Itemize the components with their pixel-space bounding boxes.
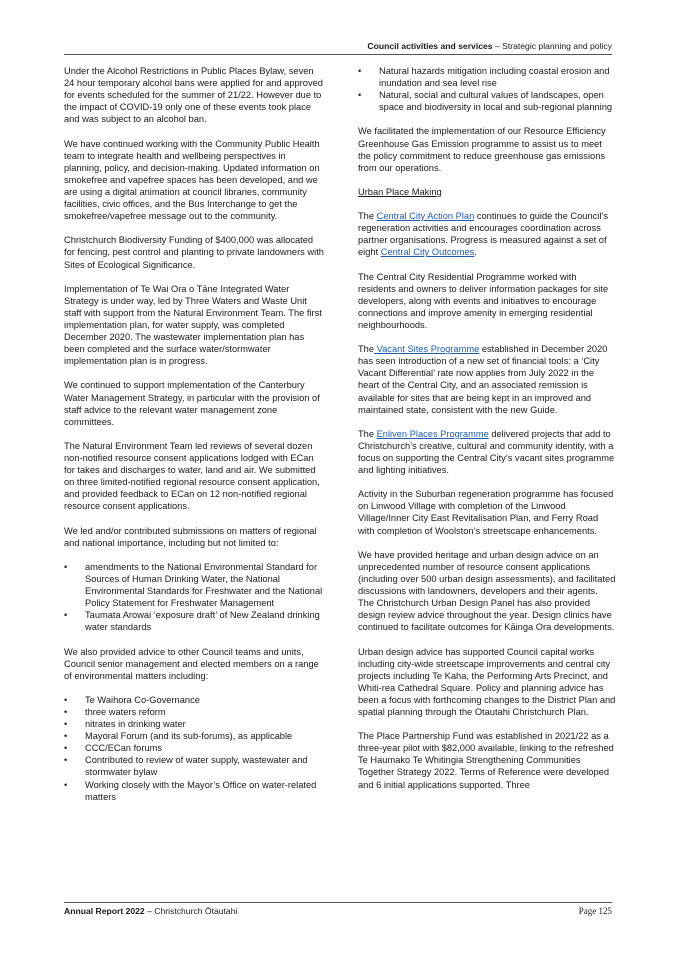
link-vacant-sites-programme[interactable]: Vacant Sites Programme — [374, 344, 480, 355]
paragraph-heritage-urban-design: We have provided heritage and urban design advice on an unprecedented number of resource consent applications (including over 500 urban design assessments), and facilitated discussions with landowners, developers and their agents. The Christchurch Urban Design Panel has also provided design review advice throughout the year. Design clinics have continued to facilitate outcomes for Kāinga Ora developments. — [358, 549, 616, 633]
paragraph-biodiversity-funding: Christchurch Biodiversity Funding of $400,000 was allocated for fencing, pest control and planting to private landowners with Sites of Ecological Significance. — [64, 235, 324, 270]
paragraph-enliven-places: The Enliven Places Programme delivered projects that add to Christchurch’s creative, cultural and community identity, with a focus on supporting the Central City’s vacant sites programme and lighting initiatives. — [358, 428, 615, 476]
paragraph-resource-consents: The Natural Environment Team led reviews of several dozen non-notified resource consent applications lodged with ECan for takes and discharges to water, land and air. We submitted on three limited-notified regional resource consent application, and provided feedback to ECan on 12 non-notified regional resource consent applications. — [64, 440, 320, 512]
list-item: • Taumata Arowai ‘exposure draft’ of New Zealand drinking water standards — [64, 609, 326, 633]
section-heading-urban-place-making: Urban Place Making — [358, 186, 442, 197]
footer-title — [64, 905, 237, 917]
left-column — [64, 65, 326, 815]
footer-report: Annual Report 2022 — [64, 906, 145, 916]
link-central-city-action-plan[interactable]: Central City Action Plan — [376, 211, 475, 222]
list-item: • Mayoral Forum (and its sub-forums), as applicable — [64, 730, 326, 742]
list-item: • three waters reform — [64, 706, 326, 718]
paragraph-public-health: We have continued working with the Community Public Health team to integrate health and wellbeing perspectives in planning, policy, and decision-making. Updated information on smokefree and vapefree spaces has been developed, and we are using a digital animation at council libraries, community facilities, civic offices, and the Bus Interchange to get the smokefree/vapefree message out to the community. — [64, 138, 320, 222]
paragraph-environmental-advice: We also provided advice to other Council teams and units, Council senior management and elected members on a range of environmental matters including: — [64, 646, 319, 681]
link-enliven-places-programme[interactable]: Enliven Places Programme — [376, 428, 489, 439]
link-central-city-outcomes[interactable]: Central City Outcomes — [380, 247, 475, 258]
list-item: • CCC/ECan forums — [64, 742, 326, 754]
list-item: • Contributed to review of water supply, wastewater and stormwater bylaw — [64, 754, 326, 778]
footer-rule — [64, 902, 612, 903]
footer-city: – Christchurch Ōtautahi — [144, 906, 238, 916]
paragraph-suburban-regeneration: Activity in the Suburban regeneration programme has focused on Linwood Village with completion of the Linwood Village/Inner City East Revitalisation Plan, and Ferry Road with completion of Woolston’s streetscape enhancements. — [358, 489, 614, 536]
list-item: • nitrates in drinking water — [64, 718, 326, 730]
paragraph-capital-works: Urban design advice has supported Council capital works including city-wide streetscape improvements and central city projects including Te Kaha, the Performing Arts Precinct, and Whiti-rea Cathedral Square. Policy and planning advice has been a focus with forthcoming changes to the District Plan and spatial planning through the Otautahi Christchurch Plan. — [358, 646, 616, 717]
paragraph-water-strategy: Implementation of Te Wai Ora o Tāne Integrated Water Strategy is under way, led by Three Waters and Waste Unit staff with support from the Natural Environment Team. The first implementation plan, for water supply, was completed December 2020. The wastewater implementation plan has been completed and the surface water/stormwater implementation plan is in progress. — [64, 283, 322, 367]
list-item: • amendments to the National Environmental Standard for Sources of Human Drinking Water, the National Environmental Standards for Freshwater and the National Policy Statement for Freshwater Management — [64, 561, 326, 609]
header-rule — [64, 54, 612, 55]
right-column — [358, 65, 616, 803]
list-item: • Natural hazards mitigation including coastal erosion and inundation and sea level rise — [358, 65, 616, 89]
list-item: • Te Waihora Co-Governance — [64, 694, 326, 706]
running-header — [64, 40, 612, 52]
paragraph-residential-programme: The Central City Residential Programme worked with residents and owners to deliver information packages for site developers, along with events and initiatives to encourage connections and improve amenity in emerging residential neighbourhoods. — [358, 271, 609, 330]
list-item: • Natural, social and cultural values of landscapes, open space and biodiversity in local and sub-regional planning — [358, 89, 616, 113]
submissions-list — [64, 561, 326, 634]
page-number: Page 125 — [578, 906, 612, 916]
paragraph-alcohol-bans: Under the Alcohol Restrictions in Public Places Bylaw, seven 24 hour temporary alcohol bans were applied for and approved for events scheduled for the summer of 21/22. However due to the impact of COVID-19 only one of these events took place and was subject to an alcohol ban. — [64, 66, 323, 125]
continued-matters-list — [358, 65, 616, 113]
paragraph-place-partnership-fund: The Place Partnership Fund was established in 2021/22 as a three-year pilot with $82,000 available, linking to the refreshed Te Haumako Te Whitingia Strengthening Communities Together Strategy 2022. Terms of Reference were developed and 6 initial applications supported. Three — [358, 731, 614, 790]
paragraph-greenhouse-gas: We facilitated the implementation of our Resource Efficiency Greenhouse Gas Emission programme to assist us to meet the policy commitment to reduce greenhouse gas emissions from our operations. — [358, 126, 606, 173]
paragraph-submissions: We led and/or contributed submissions on matters of regional and national importance, including but not limited to: — [64, 525, 317, 548]
environmental-matters-list — [64, 694, 326, 803]
paragraph-central-city-action-plan: The Central City Action Plan continues to guide the Council’s regeneration activities and encourages coordination across partner organisations. Progress is measured against a set of eight Central City Outcomes. — [358, 211, 608, 258]
paragraph-vacant-sites: The Vacant Sites Programme established in December 2020 has seen introduction of a new set of financial tools: a ‘City Vacant Differential’ rate now applies from July 2022 in the heart of the Central City, and an associated remission is available for sites that are being kept in an improved and maintained state, consistent with the new Guide. — [358, 344, 608, 415]
header-section: Council activities and services — [367, 41, 493, 51]
paragraph-canterbury-water: We continued to support implementation of the Canterbury Water Management Strategy, in particular with the provision of staff advice to the relevant water management zone committees. — [64, 380, 320, 427]
list-item: • Working closely with the Mayor’s Office on water-related matters — [64, 779, 326, 803]
header-subsection: – Strategic planning and policy — [492, 41, 612, 51]
